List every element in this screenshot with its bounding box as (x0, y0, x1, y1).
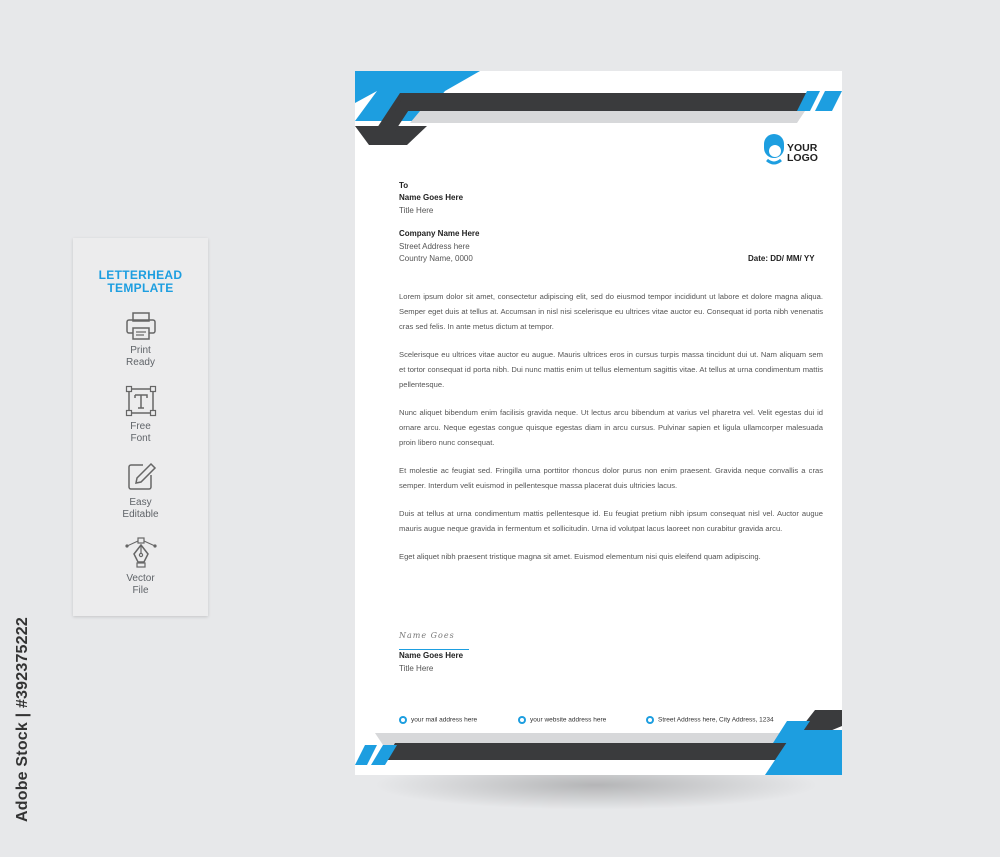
letterhead-page (355, 71, 842, 775)
feature-label: Free Font (130, 421, 151, 444)
pen-tool-icon (125, 537, 157, 569)
recipient-title: Title Here (399, 206, 434, 215)
feature-free-font (73, 385, 208, 445)
contact-email (399, 716, 477, 724)
globe-icon (518, 716, 526, 724)
feature-label: Easy Editable (122, 497, 159, 520)
feature-label: Print Ready (126, 345, 155, 368)
signature: Name Goes (399, 631, 455, 640)
recipient-name: Name Goes Here (399, 193, 464, 202)
body-paragraph: Scelerisque eu ultrices vitae auctor eu augue. Mauris ultrices eros in cursus turpis massa tincidunt dui ut. Nam aliquam sem et tortor consequat id porta nibh. Dui nunc mattis enim ut tellus elementum sagittis vitae. At tellus at urna condimentum mattis pellentesque. (399, 350, 823, 389)
body-paragraph: Lorem ipsum dolor sit amet, consectetur adipiscing elit, sed do eiusmod tempor incididunt ut labore et dolore magna aliqua. Semper eget duis at tellus at. Accumsan in nisl nisi scelerisque eu ultrices vitae auctor eu. Consequat id porta nibh venenatis cras sed felis. In ante metus dictum at tempor. (399, 292, 823, 331)
feature-easy-editable (73, 461, 208, 521)
contact-website-text: your website address here (530, 716, 607, 724)
country-line: Country Name, 0000 (399, 254, 473, 263)
contact-address (646, 716, 774, 724)
text-tool-icon (125, 385, 157, 417)
signer-title: Title Here (399, 664, 434, 673)
signer-name: Name Goes Here (399, 651, 464, 660)
feature-print-ready (73, 311, 208, 369)
letter-body (399, 289, 823, 577)
body-paragraph: Duis at tellus at urna condimentum mattis pellentesque id. Eu feugiat pretium nibh ipsum consequat nisl vel. Auctor augue mauris augue neque gravida in fermentum et sollicitudin. Urna id volutpat lacus laoreet non curabitur gravida arcu. (399, 509, 823, 533)
signature-line (399, 649, 469, 650)
feature-vector-file (73, 537, 208, 597)
company-name: Company Name Here (399, 229, 480, 238)
logo-icon (763, 133, 785, 167)
stock-id: Adobe Stock | #392375222 (14, 617, 31, 822)
body-paragraph: Eget aliquet nibh praesent tristique magna sit amet. Euismod elementum nisi quis eleifend quam adipiscing. (399, 552, 761, 561)
to-label: To (399, 181, 409, 190)
contact-address-text: Street Address here, City Address, 1234 (658, 716, 774, 724)
edit-icon (125, 461, 157, 493)
street-address: Street Address here (399, 242, 470, 251)
letter-date: Date: DD/ MM/ YY (748, 254, 815, 263)
body-paragraph: Et molestie ac feugiat sed. Fringilla urna porttitor rhoncus dolor purus non enim praesent. Gravida neque convallis a cras semper. Interdum velit euismod in pellentesque massa placerat duis ultricies lacus. (399, 466, 823, 490)
email-icon (399, 716, 407, 724)
logo-text: YOUR LOGO (787, 142, 818, 164)
feature-label: Vector File (126, 573, 155, 596)
card-title: LETTERHEAD TEMPLATE (98, 268, 183, 295)
feature-card (73, 238, 208, 616)
body-paragraph: Nunc aliquet bibendum enim facilisis gravida neque. Ut lectus arcu bibendum at varius vel pharetra vel. Velit egestas dui id ornare arcu. Neque egestas congue quisque egestas diam in arcu cursus. Pulvinar sapien et ligula ullamcorper malesuada proin libero nunc consequat. (399, 408, 823, 447)
contact-email-text: your mail address here (411, 716, 478, 724)
contact-website (518, 716, 606, 724)
printer-icon (124, 311, 158, 341)
location-pin-icon (646, 716, 654, 724)
